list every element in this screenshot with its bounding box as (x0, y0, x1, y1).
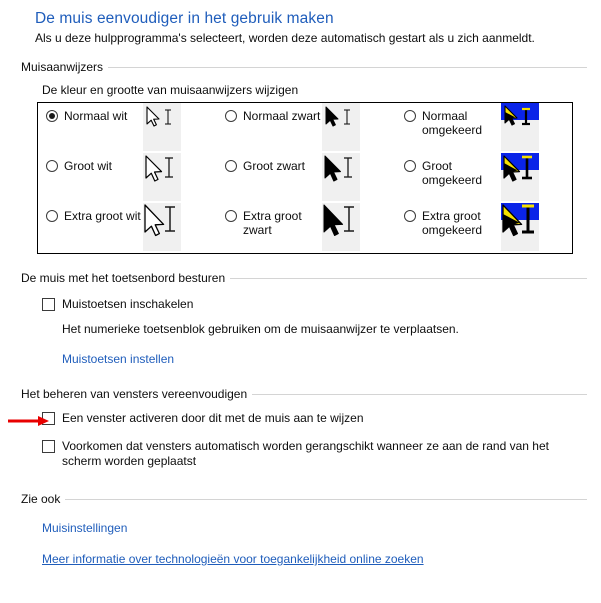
pointer-preview-black-normal (322, 103, 360, 151)
pointer-option-normaal-wit[interactable] (38, 103, 216, 151)
radio-extra-groot-omgekeerd[interactable] (404, 210, 416, 222)
radio-groot-wit[interactable] (46, 160, 58, 172)
radio-wrap[interactable] (404, 203, 501, 237)
pointer-row (38, 153, 572, 203)
pointer-row (38, 203, 572, 253)
radio-normaal-wit[interactable] (46, 110, 58, 122)
section-divider-rule (65, 499, 587, 500)
mouse-keys-setup-link-row (62, 350, 587, 368)
radio-label: Normaal wit (64, 109, 128, 123)
mouse-pointers-section (14, 60, 587, 254)
radio-label: Normaal omgekeerd (422, 109, 483, 137)
checkbox-muistoetsen-inschakelen[interactable] (42, 298, 55, 311)
section-divider-rule (252, 394, 587, 395)
mouse-keys-description: Het numerieke toetsenblok gebruiken om de muisaanwijzer te verplaatsen. (62, 322, 459, 336)
mouse-keys-checkbox-row[interactable] (42, 297, 587, 312)
radio-normaal-omgekeerd[interactable] (404, 110, 416, 122)
mouse-pointers-heading (21, 60, 587, 74)
checkbox-label: Muistoetsen inschakelen (62, 297, 194, 311)
red-annotation-arrow-icon (8, 415, 50, 427)
radio-groot-omgekeerd[interactable] (404, 160, 416, 172)
mouse-settings-link-row (42, 519, 587, 537)
cursor-arrow-ibeam-icon (322, 203, 360, 251)
pointer-option-extra-groot-zwart[interactable] (216, 203, 395, 251)
pointer-preview-black-extra (322, 203, 360, 251)
window-management-section (14, 387, 587, 469)
activate-window-on-hover-row[interactable] (42, 411, 587, 426)
checkbox-label: Een venster activeren door dit met de muis aan te wijzen (62, 411, 364, 425)
radio-wrap[interactable] (225, 103, 322, 123)
radio-extra-groot-zwart[interactable] (225, 210, 237, 222)
page-subtitle: Als u deze hulpprogramma's selecteert, worden deze automatisch gestart als u zich aanmeldt. (35, 31, 535, 45)
cursor-arrow-ibeam-icon (501, 153, 539, 201)
cursor-arrow-ibeam-icon (322, 153, 360, 201)
checkbox-voorkomen-rangschikken[interactable] (42, 440, 55, 453)
radio-wrap[interactable] (404, 103, 501, 137)
see-also-heading-label: Zie ook (21, 492, 61, 506)
keyboard-control-section (14, 271, 587, 368)
radio-wrap[interactable] (46, 103, 143, 123)
radio-extra-groot-wit[interactable] (46, 210, 58, 222)
pointer-preview-white-normal (143, 103, 181, 151)
pointer-option-normaal-zwart[interactable] (216, 103, 395, 151)
link-muistoetsen-instellen[interactable]: Muistoetsen instellen (62, 352, 175, 366)
radio-label: Extra groot zwart (243, 209, 302, 237)
radio-label: Extra groot omgekeerd (422, 209, 483, 237)
more-info-link-row (42, 550, 587, 568)
radio-wrap[interactable] (46, 203, 143, 223)
radio-label: Groot wit (64, 159, 113, 173)
cursor-arrow-ibeam-icon (322, 103, 360, 151)
keyboard-control-heading-label: De muis met het toetsenbord besturen (21, 271, 226, 285)
pointer-preview-white-large (143, 153, 181, 201)
see-also-heading (21, 492, 587, 506)
radio-label: Normaal zwart (243, 109, 321, 123)
radio-wrap[interactable] (225, 153, 322, 173)
cursor-arrow-ibeam-icon (143, 153, 181, 201)
radio-label: Groot omgekeerd (422, 159, 483, 187)
mouse-pointers-heading-label: Muisaanwijzers (21, 60, 104, 74)
pointer-preview-black-large (322, 153, 360, 201)
section-divider-rule (108, 67, 587, 68)
mouse-pointers-caption: De kleur en grootte van muisaanwijzers wijzigen (42, 83, 299, 97)
see-also-section (14, 492, 587, 568)
prevent-window-arrange-row[interactable] (42, 439, 587, 469)
cursor-arrow-ibeam-icon (501, 203, 539, 251)
pointer-preview-inverted-normal (501, 103, 539, 151)
pointer-preview-inverted-extra (501, 203, 539, 251)
radio-groot-zwart[interactable] (225, 160, 237, 172)
cursor-arrow-ibeam-icon (501, 103, 539, 151)
pointer-option-groot-zwart[interactable] (216, 153, 395, 201)
cursor-arrow-ibeam-icon (143, 203, 181, 251)
radio-normaal-zwart[interactable] (225, 110, 237, 122)
pointer-option-extra-groot-omgekeerd[interactable] (395, 203, 572, 251)
link-meer-informatie-toegankelijkheid[interactable]: Meer informatie over technologieën voor toegankelijkheid online zoeken (42, 552, 424, 566)
pointer-option-extra-groot-wit[interactable] (38, 203, 216, 251)
cursor-arrow-ibeam-icon (143, 103, 181, 151)
pointer-preview-white-extra (143, 203, 181, 251)
radio-wrap[interactable] (46, 153, 143, 173)
pointer-options-groupbox (37, 102, 573, 254)
pointer-option-groot-wit[interactable] (38, 153, 216, 201)
pointer-option-groot-omgekeerd[interactable] (395, 153, 572, 201)
keyboard-control-heading (21, 271, 587, 285)
pointer-row (38, 103, 572, 153)
window-management-heading-label: Het beheren van vensters vereenvoudigen (21, 387, 248, 401)
link-muisinstellingen[interactable]: Muisinstellingen (42, 521, 128, 535)
pointer-preview-inverted-large (501, 153, 539, 201)
checkbox-label: Voorkomen dat vensters automatisch worden gerangschikt wanneer ze aan de rand van het scherm worden geplaatst (62, 439, 549, 468)
pointer-option-normaal-omgekeerd[interactable] (395, 103, 572, 151)
window-management-heading (21, 387, 587, 401)
radio-label: Groot zwart (243, 159, 306, 173)
radio-wrap[interactable] (404, 153, 501, 187)
page-title: De muis eenvoudiger in het gebruik maken (35, 10, 334, 27)
radio-wrap[interactable] (225, 203, 322, 237)
section-divider-rule (230, 278, 587, 279)
radio-label: Extra groot wit (64, 209, 141, 223)
